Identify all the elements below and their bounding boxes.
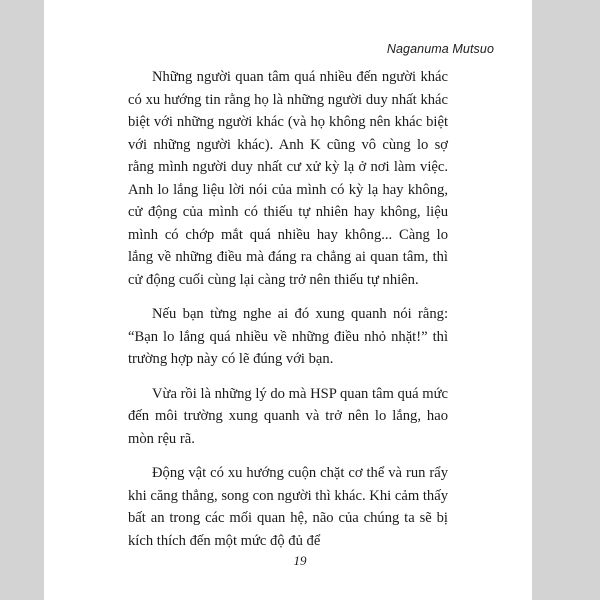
- paragraph: Động vật có xu hướng cuộn chặt cơ thể và run rẩy khi căng thẳng, song con người thì khác. Khi cảm thấy bất an trong các mối quan hệ, não của chúng ta sẽ bị kích thích đến một mức độ đủ để: [128, 465, 448, 549]
- page-number: 19: [293, 553, 307, 568]
- paragraph: Vừa rồi là những lý do mà HSP quan tâm quá mức đến môi trường xung quanh và trở nên lo lắng, hao mòn rệu rã.: [128, 385, 448, 447]
- paragraph: Những người quan tâm quá nhiều đến người khác có xu hướng tin rằng họ là những người duy nhất khác biệt với những người khác (và họ không nên khác biệt với những người khác). Anh K cũng vô cùng lo sợ rằng mình người duy nhất cư xử kỳ lạ ở nơi làm việc. Anh lo lắng liệu lời nói của mình có kỳ lạ hay không, cử động của mình có thiếu tự nhiên hay không, liệu mình có chớp mắt quá nhiều hay không... Càng lo lắng về những điều mà đáng ra chẳng ai quan tâm, thì cử động cuối cùng lại càng trở nên thiếu tự nhiên.: [128, 69, 448, 288]
- paragraph: Nếu bạn từng nghe ai đó xung quanh nói rằng: “Bạn lo lắng quá nhiều về những điều nhỏ nhặt!” thì trường hợp này có lẽ đúng với bạn.: [128, 306, 448, 367]
- running-header-author: Naganuma Mutsuo: [386, 42, 494, 56]
- body-text: [128, 66, 448, 564]
